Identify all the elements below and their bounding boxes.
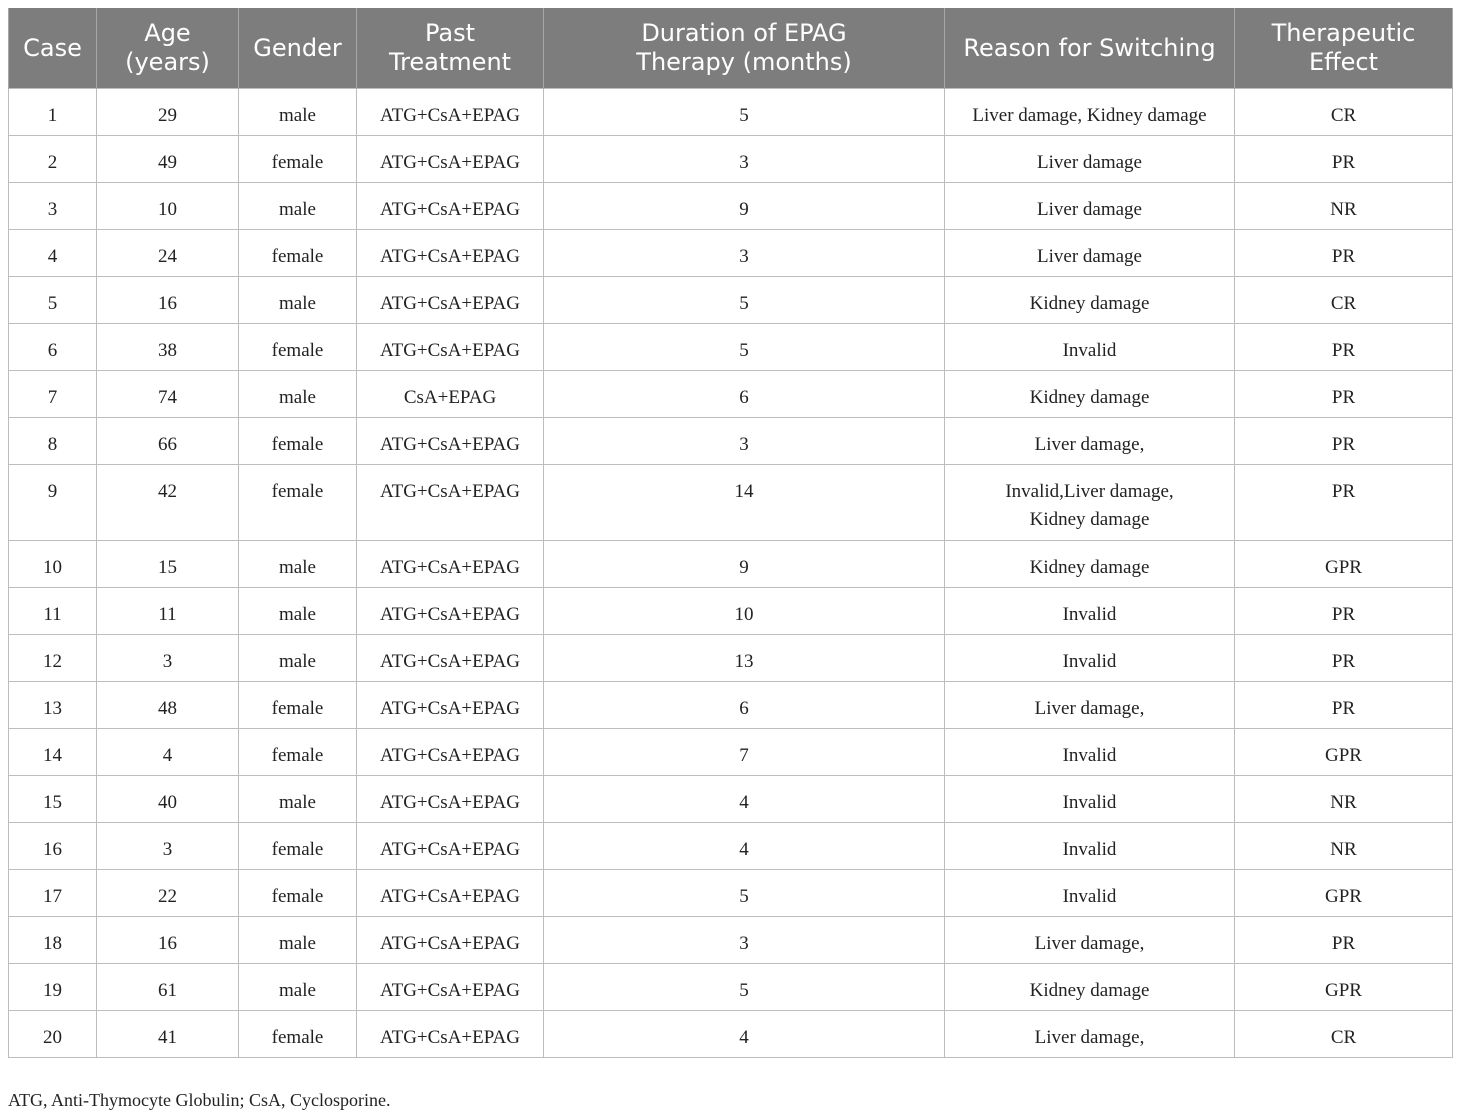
cell-past-treatment: ATG+CsA+EPAG xyxy=(357,870,544,917)
cell-duration: 13 xyxy=(544,635,945,682)
cell-age: 48 xyxy=(97,682,239,729)
cell-effect: GPR xyxy=(1235,870,1453,917)
cell-past-treatment: ATG+CsA+EPAG xyxy=(357,277,544,324)
cell-case: 14 xyxy=(9,729,97,776)
table-row xyxy=(9,823,1453,870)
table-row xyxy=(9,682,1453,729)
cell-age: 15 xyxy=(97,541,239,588)
cell-case: 3 xyxy=(9,183,97,230)
cell-effect: PR xyxy=(1235,917,1453,964)
cell-gender: male xyxy=(239,277,357,324)
cell-case: 13 xyxy=(9,682,97,729)
table-row xyxy=(9,917,1453,964)
cell-gender: male xyxy=(239,776,357,823)
table-row xyxy=(9,465,1453,541)
header-effect: Therapeutic Effect xyxy=(1235,8,1453,89)
cell-age: 74 xyxy=(97,371,239,418)
cell-duration: 10 xyxy=(544,588,945,635)
cell-effect: GPR xyxy=(1235,541,1453,588)
cell-duration: 3 xyxy=(544,230,945,277)
cell-effect: PR xyxy=(1235,418,1453,465)
cell-age: 66 xyxy=(97,418,239,465)
cell-reason: Invalid xyxy=(945,823,1235,870)
cell-age: 3 xyxy=(97,635,239,682)
cell-reason: Liver damage, xyxy=(945,917,1235,964)
table-row xyxy=(9,418,1453,465)
cell-case: 10 xyxy=(9,541,97,588)
cell-past-treatment: ATG+CsA+EPAG xyxy=(357,183,544,230)
cell-age: 16 xyxy=(97,277,239,324)
cell-gender: female xyxy=(239,870,357,917)
cell-effect: PR xyxy=(1235,588,1453,635)
cell-effect: PR xyxy=(1235,324,1453,371)
cell-reason: Invalid xyxy=(945,776,1235,823)
cell-reason: Liver damage, Kidney damage xyxy=(945,89,1235,136)
cell-case: 4 xyxy=(9,230,97,277)
cell-past-treatment: CsA+EPAG xyxy=(357,371,544,418)
cell-reason: Liver damage xyxy=(945,183,1235,230)
cell-duration: 14 xyxy=(544,465,945,541)
cell-duration: 5 xyxy=(544,870,945,917)
cell-age: 41 xyxy=(97,1011,239,1058)
cell-reason: Kidney damage xyxy=(945,964,1235,1011)
cell-case: 9 xyxy=(9,465,97,541)
cell-duration: 5 xyxy=(544,89,945,136)
table-row xyxy=(9,541,1453,588)
cell-effect: NR xyxy=(1235,823,1453,870)
cell-past-treatment: ATG+CsA+EPAG xyxy=(357,682,544,729)
cell-duration: 9 xyxy=(544,183,945,230)
cell-effect: CR xyxy=(1235,1011,1453,1058)
table-row xyxy=(9,230,1453,277)
cell-case: 12 xyxy=(9,635,97,682)
cell-past-treatment: ATG+CsA+EPAG xyxy=(357,465,544,541)
cell-gender: female xyxy=(239,136,357,183)
cell-case: 5 xyxy=(9,277,97,324)
cell-age: 61 xyxy=(97,964,239,1011)
cell-duration: 3 xyxy=(544,136,945,183)
cell-duration: 4 xyxy=(544,776,945,823)
cell-effect: NR xyxy=(1235,776,1453,823)
cell-case: 18 xyxy=(9,917,97,964)
cell-reason: Kidney damage xyxy=(945,371,1235,418)
cell-gender: female xyxy=(239,1011,357,1058)
cell-reason: Invalid xyxy=(945,324,1235,371)
cell-past-treatment: ATG+CsA+EPAG xyxy=(357,418,544,465)
cell-age: 24 xyxy=(97,230,239,277)
header-gender: Gender xyxy=(239,8,357,89)
cell-past-treatment: ATG+CsA+EPAG xyxy=(357,776,544,823)
cell-age: 40 xyxy=(97,776,239,823)
cell-reason: Invalid,Liver damage, Kidney damage xyxy=(945,465,1235,541)
cell-reason: Liver damage, xyxy=(945,682,1235,729)
table-row xyxy=(9,635,1453,682)
cell-case: 7 xyxy=(9,371,97,418)
cell-age: 22 xyxy=(97,870,239,917)
header-past-treatment: Past Treatment xyxy=(357,8,544,89)
cell-duration: 9 xyxy=(544,541,945,588)
cell-duration: 3 xyxy=(544,917,945,964)
cell-gender: male xyxy=(239,917,357,964)
header-case: Case xyxy=(9,8,97,89)
cell-age: 3 xyxy=(97,823,239,870)
header-duration: Duration of EPAG Therapy (months) xyxy=(544,8,945,89)
cell-past-treatment: ATG+CsA+EPAG xyxy=(357,635,544,682)
cell-gender: male xyxy=(239,371,357,418)
cell-reason: Liver damage xyxy=(945,136,1235,183)
cell-reason: Kidney damage xyxy=(945,541,1235,588)
cell-duration: 6 xyxy=(544,371,945,418)
table-row xyxy=(9,1011,1453,1058)
cell-past-treatment: ATG+CsA+EPAG xyxy=(357,230,544,277)
table-row xyxy=(9,870,1453,917)
table-body xyxy=(9,89,1453,1058)
cell-effect: NR xyxy=(1235,183,1453,230)
cell-past-treatment: ATG+CsA+EPAG xyxy=(357,541,544,588)
cell-age: 42 xyxy=(97,465,239,541)
cell-duration: 5 xyxy=(544,964,945,1011)
table-row xyxy=(9,136,1453,183)
cell-case: 16 xyxy=(9,823,97,870)
table-row xyxy=(9,729,1453,776)
cell-age: 4 xyxy=(97,729,239,776)
header-reason: Reason for Switching xyxy=(945,8,1235,89)
cell-past-treatment: ATG+CsA+EPAG xyxy=(357,588,544,635)
cell-age: 11 xyxy=(97,588,239,635)
cell-past-treatment: ATG+CsA+EPAG xyxy=(357,729,544,776)
cell-past-treatment: ATG+CsA+EPAG xyxy=(357,324,544,371)
cell-age: 10 xyxy=(97,183,239,230)
cell-case: 19 xyxy=(9,964,97,1011)
cell-reason: Invalid xyxy=(945,729,1235,776)
cell-case: 8 xyxy=(9,418,97,465)
case-table-container xyxy=(8,8,1452,1058)
cell-duration: 5 xyxy=(544,324,945,371)
cell-past-treatment: ATG+CsA+EPAG xyxy=(357,964,544,1011)
cell-past-treatment: ATG+CsA+EPAG xyxy=(357,136,544,183)
cell-gender: male xyxy=(239,964,357,1011)
cell-case: 11 xyxy=(9,588,97,635)
case-table xyxy=(8,8,1453,1058)
cell-case: 1 xyxy=(9,89,97,136)
cell-effect: GPR xyxy=(1235,964,1453,1011)
cell-effect: CR xyxy=(1235,89,1453,136)
cell-case: 20 xyxy=(9,1011,97,1058)
cell-case: 15 xyxy=(9,776,97,823)
cell-gender: male xyxy=(239,635,357,682)
cell-duration: 6 xyxy=(544,682,945,729)
table-header-row xyxy=(9,8,1453,89)
cell-gender: female xyxy=(239,682,357,729)
cell-past-treatment: ATG+CsA+EPAG xyxy=(357,1011,544,1058)
cell-effect: PR xyxy=(1235,371,1453,418)
cell-reason: Kidney damage xyxy=(945,277,1235,324)
cell-duration: 4 xyxy=(544,823,945,870)
table-row xyxy=(9,588,1453,635)
cell-age: 49 xyxy=(97,136,239,183)
cell-gender: male xyxy=(239,183,357,230)
table-row xyxy=(9,89,1453,136)
cell-effect: PR xyxy=(1235,682,1453,729)
cell-case: 17 xyxy=(9,870,97,917)
cell-case: 2 xyxy=(9,136,97,183)
header-age: Age (years) xyxy=(97,8,239,89)
cell-effect: GPR xyxy=(1235,729,1453,776)
cell-reason: Liver damage, xyxy=(945,418,1235,465)
cell-gender: female xyxy=(239,230,357,277)
cell-gender: female xyxy=(239,729,357,776)
cell-gender: female xyxy=(239,324,357,371)
cell-age: 16 xyxy=(97,917,239,964)
cell-reason: Liver damage, xyxy=(945,1011,1235,1058)
cell-duration: 4 xyxy=(544,1011,945,1058)
table-row xyxy=(9,776,1453,823)
cell-case: 6 xyxy=(9,324,97,371)
table-row xyxy=(9,183,1453,230)
cell-past-treatment: ATG+CsA+EPAG xyxy=(357,917,544,964)
cell-duration: 5 xyxy=(544,277,945,324)
cell-effect: PR xyxy=(1235,230,1453,277)
cell-duration: 3 xyxy=(544,418,945,465)
cell-effect: PR xyxy=(1235,465,1453,541)
cell-gender: male xyxy=(239,588,357,635)
table-row xyxy=(9,964,1453,1011)
table-row xyxy=(9,277,1453,324)
cell-effect: PR xyxy=(1235,136,1453,183)
cell-effect: PR xyxy=(1235,635,1453,682)
cell-past-treatment: ATG+CsA+EPAG xyxy=(357,89,544,136)
cell-gender: female xyxy=(239,418,357,465)
cell-age: 38 xyxy=(97,324,239,371)
cell-duration: 7 xyxy=(544,729,945,776)
cell-reason: Invalid xyxy=(945,635,1235,682)
table-footnote: ATG, Anti-Thymocyte Globulin; CsA, Cyclosporine. xyxy=(8,1090,391,1110)
cell-gender: male xyxy=(239,89,357,136)
cell-gender: female xyxy=(239,823,357,870)
cell-gender: female xyxy=(239,465,357,541)
cell-reason: Liver damage xyxy=(945,230,1235,277)
cell-age: 29 xyxy=(97,89,239,136)
cell-reason: Invalid xyxy=(945,588,1235,635)
cell-past-treatment: ATG+CsA+EPAG xyxy=(357,823,544,870)
cell-effect: CR xyxy=(1235,277,1453,324)
cell-reason: Invalid xyxy=(945,870,1235,917)
table-row xyxy=(9,371,1453,418)
table-row xyxy=(9,324,1453,371)
cell-gender: male xyxy=(239,541,357,588)
